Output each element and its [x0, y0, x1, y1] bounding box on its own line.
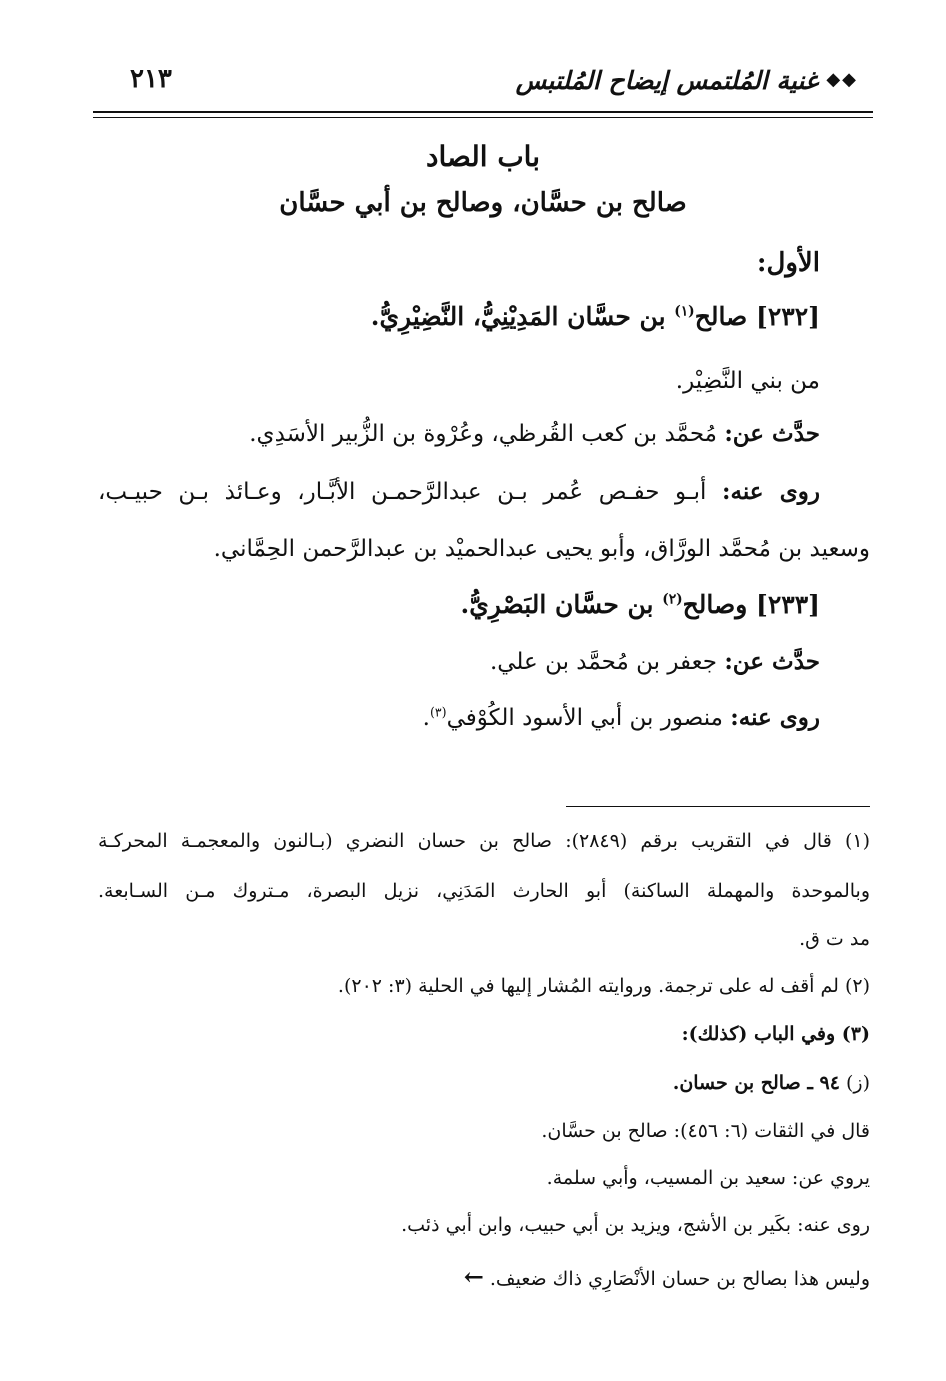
footnote-ref-2: (٢) [662, 591, 683, 608]
rawa-text-1: أبـو حفـص عُمر بـن عبدالرَّحمـن الأبَّـار، وعـائذ بـن حبيـب، [98, 479, 707, 505]
continue-arrow-icon: ← [463, 1262, 484, 1291]
entry-name-rest: بن حسَّان البَصْرِيُّ. [460, 590, 654, 619]
section-title: صالح بن حسَّان، وصالح بن أبي حسَّان [279, 188, 687, 218]
footnote-1-line-1: (١) قال في التقريب برقم (٢٨٤٩): صالح بن حسان النضري (بـالنون والمعجمـة المحركـة [98, 830, 870, 852]
haddath-label: حدَّث عن: [724, 420, 820, 447]
rawa-line-2: وسعيد بن مُحمَّد الورَّاق، وأبو يحيى عبدالحميْد بن عبدالرَّحمن الحِمَّاني. [213, 536, 870, 562]
footnote-3-z-line [673, 1072, 870, 1094]
tribe-line: من بني النَّضِيْر. [675, 368, 820, 394]
header-rule-thin [93, 117, 873, 118]
entry-number: [٢٣٢] [756, 302, 820, 331]
footnote-2: (٢) لم أقف له على ترجمة. وروايته المُشار إليها في الحلية (٣: ٢٠٢). [337, 975, 870, 997]
running-header-title: غنية المُلتمس إيضاح المُلتبس [515, 66, 818, 95]
z-prefix: (ز) [845, 1072, 870, 1094]
footnote-separator [566, 806, 870, 807]
entry-name-rest: بن حسَّان المَدِيْنِيُّ، النَّضِيْرِيُّ. [370, 302, 666, 331]
footnote-1-line-2: وبالموحدة والمهملة الساكنة) أبو الحارث المَدَنِي، نزيل البصرة، مـتروك مـن السـابعة. [98, 880, 870, 902]
rawa-label: روى عنه: [730, 704, 820, 731]
footnote-3-label: (٣) وفي الباب (كذلك): [681, 1023, 870, 1045]
rawa-line-1 [98, 478, 820, 505]
footnote-3-text: وليس هذا بصالح بن حسان الأنْصَارِي ذاك ضعيف. [489, 1268, 870, 1290]
footnote-3-line-5: روى عنه: بكَير بن الأشج، ويزيد بن أبي حبيب، وابن أبي ذئب. [401, 1214, 870, 1236]
rawa-end: . [422, 705, 430, 731]
haddath-line-2 [490, 648, 820, 675]
footnote-3-line-4: يروي عن: سعيد بن المسيب، وأبي سلمة. [546, 1167, 870, 1189]
first-label: الأول: [756, 248, 820, 278]
haddath-label: حدَّث عن: [724, 648, 820, 675]
footnote-ref-3: (٣) [429, 704, 447, 720]
page-number: ٢١٣ [130, 64, 172, 94]
haddath-text: مُحمَّد بن كعب القُرظي، وعُرْوة بن الزُّبير الأسَدِي. [249, 421, 717, 447]
entry-233-heading [460, 590, 820, 619]
chapter-title: باب الصاد [425, 140, 541, 173]
header-diamonds: ◆◆ [826, 69, 858, 90]
entry-number: [٢٣٣] [756, 590, 820, 619]
haddath-text: جعفر بن مُحمَّد بن علي. [489, 649, 717, 675]
rawa-line-3 [423, 704, 820, 731]
rawa-label: روى عنه: [722, 478, 821, 505]
z-entry: ٩٤ ـ صالح بن حسان. [672, 1072, 840, 1094]
header-rule-thick [93, 111, 873, 113]
footnote-1-line-3: مد ت ق. [799, 928, 870, 950]
rawa-text: منصور بن أبي الأسود الكُوْفي [446, 705, 723, 731]
footnote-3-line-6 [464, 1262, 870, 1291]
footnote-3-line-3: قال في الثقات (٦: ٤٥٦): صالح بن حسَّان. [541, 1120, 870, 1142]
entry-name: صالح [694, 302, 748, 331]
entry-name: وصالح [682, 590, 748, 619]
haddath-line-1 [249, 420, 820, 447]
entry-232-heading [371, 302, 820, 331]
footnote-ref-1: (١) [674, 303, 695, 320]
